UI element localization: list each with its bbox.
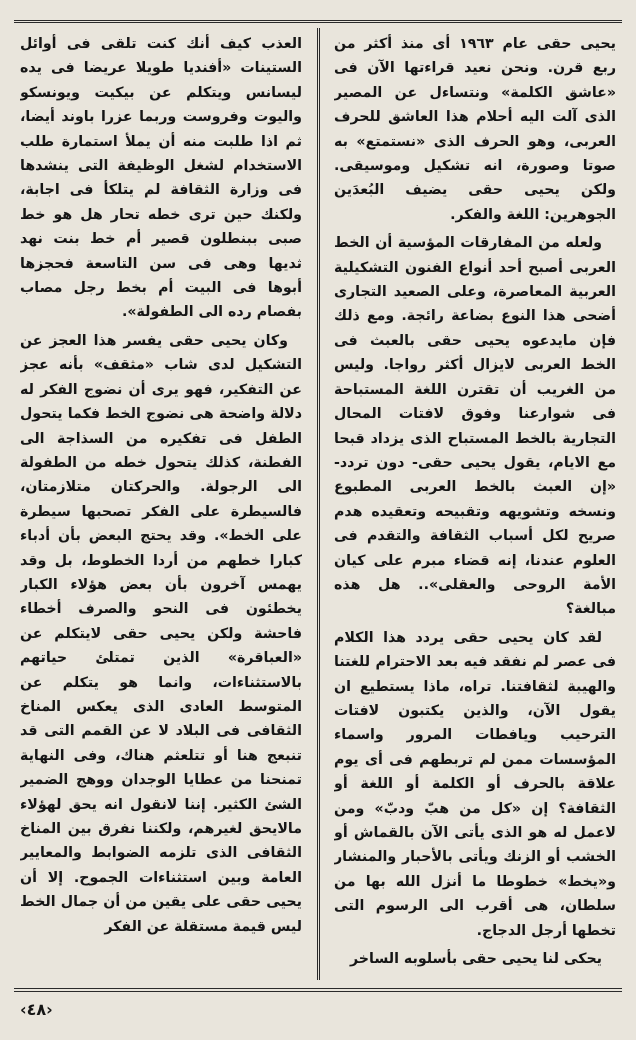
page-number: ‹٤٨› [20, 1000, 53, 1019]
bottom-rule [14, 988, 622, 992]
right-paragraph-4: يحكى لنا يحيى حقى بأسلوبه الساخر [349, 951, 602, 968]
top-rule [14, 20, 622, 23]
left-paragraph-2: وكان يحيى حقى يفسر هذا العجز عن التشكيل لدى شاب «مثقف» بأنه عجز عن التفكير، فهو يرى أن نضوج الفكر له دلالة واضحة هى نضوج الخط فكما يتحول الطفل فى تفكيره من السذاجة الى الفطنة، كذلك يتحول خطه من الطفولة الى الرجولة. والحركتان متلازمتان، فالسيطرة على الفكر تصحبها سيطرة على الخط». وقد يحتج البعض بأن أدباء كبارا خطهم من أردا الخطوط، بل وقد يهمس آخرون بأن بعض هؤلاء الكبار يخطئون فى النحو والصرف أخطاء فاحشة ولكن يحيى حقى لايتكلم عن «العباقرة» الذين تمتلئ حياتهم بالاستثناءات، وانما هو يتكلم عن المتوسط العادى الذى يعكس المناخ الثقافى فى البلاد لا عن القمم التى قد تنبعج هنا أو تتلعثم هناك، وفى النهاية تمنحنا من عطايا الوجدان ووهج الضمير الشئ الكثير. إننا لانقول انه يحق لهؤلاء مالايحق لغيرهم، ولكننا نفرق بين المناخ الثقافى الذى تلزمه الضوابط والمعايير العامة وبين استثناءات الجموح. إلا أن يحيى حقى على يقين من أن جمال الخط ليس قيمة مستقلة عن الفكر [20, 332, 302, 935]
right-column [334, 32, 616, 980]
left-column [20, 32, 302, 980]
right-paragraph-2: ولعله من المفارقات المؤسية أن الخط العربى أصبح أحد أنواع الفنون التشكيلية العربية المعاصرة، وعلى الصعيد التجارى أضحى هذا النوع بضاعة رائجة. ومع ذلك فإن مايدعوه يحيى حقى بالعبث فى الخط العربى لايزال أكثر رواجا. وليس من الغريب أن تقترن اللغة المستباحة فى شوارعنا وفوق لافتات المحال التجارية بالخط المستباح الذى يزداد قبحا مع الايام، يقول يحيى حقى- دون تردد- «إن العبث بالخط العربى المطبوع ونسخه وتشويهه وتقبيحه وتعقيده هدم صريح لكل أسباب الثقافة والتقدم فى العلوم عندنا، إنه قضاء مبرم على كيان الأمة الروحى والعقلى».. هل هذه مبالغة؟ [334, 235, 616, 618]
column-divider [317, 28, 320, 980]
left-paragraph-1: العذب كيف أنك كنت تلقى فى أوائل الستينات «أفنديا طويلا عريضا فى يده ليسانس ويتكلم عن بيكيت ويونسكو واليوت وفروست وربما عزرا باوند أيضا، ثم اذا طلبت منه أن يملأ استمارة طلب الاستخدام لشغل الوظيفة التى ينشدها فى وزارة الثقافة لم يتلكأ فى اجابة، ولكنك حين ترى خطه تحار هل هو خط صبى ببنطلون قصير أم خط بنت نهد ثديها وهى فى سن التاسعة فحجزها أبوها فى البيت أم بخط رجل مصاب بفصام رده الى الطفولة». [20, 36, 302, 321]
right-paragraph-1: يحيى حقى عام ١٩٦٣ أى منذ أكثر من ربع قرن. ونحن نعيد قراءتها الآن فى «عاشق الكلمة» ونتساءل عن المصير الذى آلت اليه أحلام هذا العاشق للحرف العربى، وهو الحرف الذى «نستمتع» به صوتا وصورة، انه تشكيل وموسيقى. ولكن يحيى حقى يضيف البُعدَين الجوهرين: اللغة والفكر. [334, 36, 616, 223]
right-paragraph-3: لقد كان يحيى حقى يردد هذا الكلام فى عصر لم نفقد فيه بعد الاحترام للغتنا والهيبة لثقافتنا. تراه، ماذا يستطيع ان يقول الآن، والذين يكتبون لافتات الترحيب ويافطات المرور واسماء المؤسسات ممن لم تربطهم فى أى يوم علاقة بالحرف أو الكلمة أو اللغة أو الثقافة؟ إن «كل من هبّ ودبّ» ومن لاعمل له هو الذى يأتى الآن بالقماش أو الخشب أو الزنك ويأتى بالأحبار والمنشار و«يخط» خطوطا ما أنزل الله بها من سلطان، هى أقرب الى الرسوم التى تخطها أرجل الدجاج. [334, 629, 616, 939]
